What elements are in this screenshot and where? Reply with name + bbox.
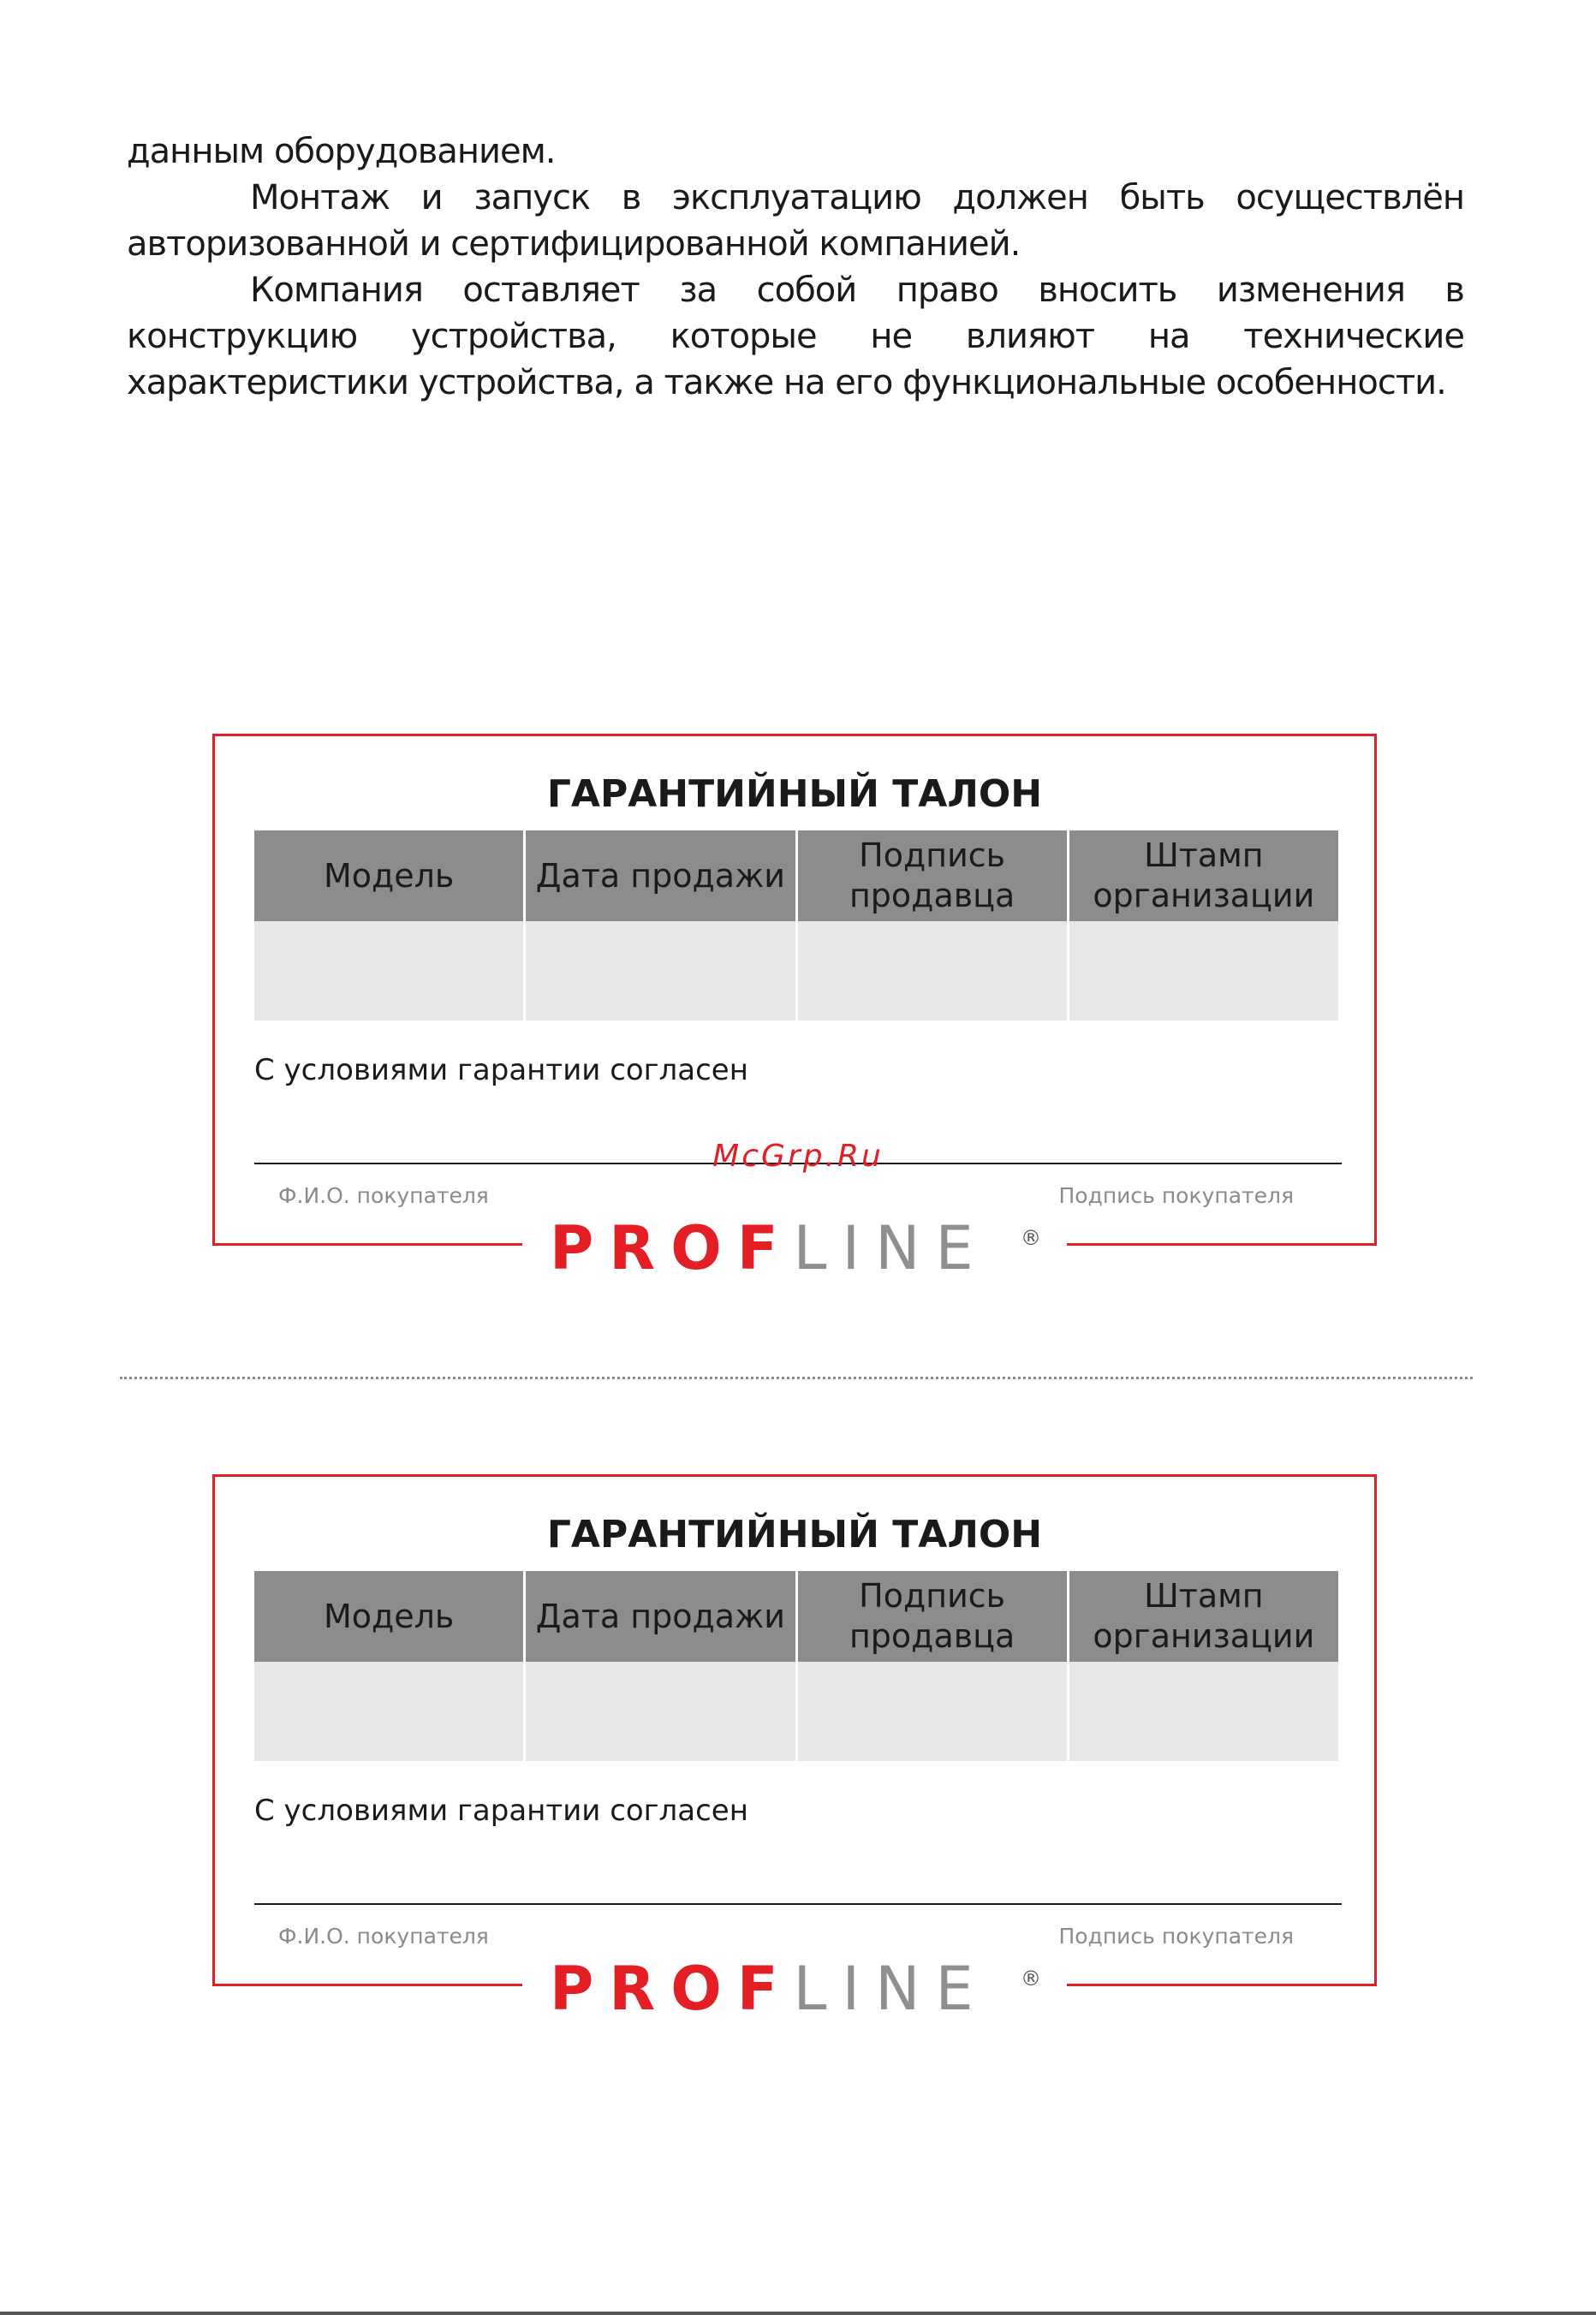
header-model: Модель [254,830,523,921]
logo-prof: PROF [550,1213,794,1283]
registered-mark: ® [1021,1226,1041,1250]
buyer-name-caption: Ф.И.О. покупателя [278,1924,489,1949]
logo-prof: PROF [550,1954,794,2024]
coupon-table [254,1571,1338,1761]
header-company-stamp: Штамп организации [1069,1571,1338,1662]
profline-logo [550,1954,1041,2024]
buyer-signature-caption: Подпись покупателя [1058,1183,1294,1208]
registered-mark: ® [1021,1967,1041,1991]
coupon-title: ГАРАНТИЙНЫЙ ТАЛОН [546,1513,1043,1556]
coupon-table [254,830,1338,1021]
signature-line[interactable] [254,1903,1342,1905]
page-bottom-edge [0,2312,1596,2315]
paragraph-equipment: данным оборудованием. [127,132,556,171]
buyer-signature-caption: Подпись покупателя [1058,1924,1294,1949]
intro-text [127,128,1464,406]
cell-model[interactable] [254,921,523,1021]
cell-seller-signature[interactable] [798,921,1067,1021]
cell-model[interactable] [254,1662,523,1761]
header-seller-signature: Подпись продавца [798,1571,1067,1662]
header-company-stamp: Штамп организации [1069,830,1338,921]
warranty-coupon-2 [212,1474,1377,1986]
header-sale-date: Дата продажи [526,1571,795,1662]
coupon-title: ГАРАНТИЙНЫЙ ТАЛОН [546,772,1043,816]
cell-seller-signature[interactable] [798,1662,1067,1761]
header-sale-date: Дата продажи [526,830,795,921]
cell-sale-date[interactable] [526,921,795,1021]
buyer-name-caption: Ф.И.О. покупателя [278,1183,489,1208]
profline-logo [550,1213,1041,1283]
agreement-text: С условиями гарантии согласен [254,1794,748,1828]
cut-line [120,1377,1473,1379]
agreement-text: С условиями гарантии согласен [254,1053,748,1087]
paragraph-installation: Монтаж и запуск в эксплуатацию должен быть осуществлён авторизованной и сертифицированной компанией. [127,178,1464,264]
cell-sale-date[interactable] [526,1662,795,1761]
header-model: Модель [254,1571,523,1662]
logo-line: LINE [793,1213,989,1283]
paragraph-changes: Компания оставляет за собой право вносить изменения в конструкцию устройства, которые не влияют на технические характеристики устройства, а также на его функциональные особенности. [127,271,1464,402]
logo-line: LINE [793,1954,989,2024]
header-seller-signature: Подпись продавца [798,830,1067,921]
cell-company-stamp[interactable] [1069,921,1338,1021]
watermark: McGrp.Ru [712,1139,884,1174]
cell-company-stamp[interactable] [1069,1662,1338,1761]
